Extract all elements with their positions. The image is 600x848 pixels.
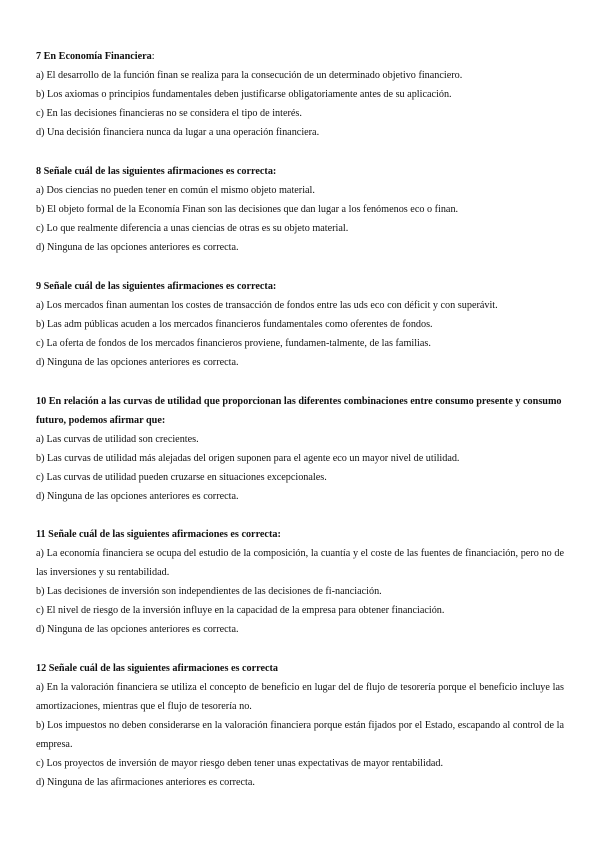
- option-d: d) Una decisión financiera nunca da lugar a una operación financiera.: [36, 127, 320, 138]
- option-b: b) Las adm públicas acuden a los mercados financieros fundamentales como oferentes de fondos.: [36, 319, 433, 330]
- option-d: d) Ninguna de las afirmaciones anteriores es correcta.: [36, 777, 255, 788]
- question-9: [36, 277, 564, 372]
- option-d: d) Ninguna de las opciones anteriores es correcta.: [36, 624, 239, 635]
- question-title: [36, 47, 564, 66]
- question-title-text: 7 En Economía Financiera: [36, 51, 152, 62]
- option-b: b) Las curvas de utilidad más alejadas del origen suponen para el agente eco un mayor nivel de utilidad.: [36, 453, 460, 464]
- option-b: b) Los axiomas o principios fundamentales deben justificarse obligatoriamente antes de su aplicación.: [36, 89, 452, 100]
- option-c: c) Lo que realmente diferencia a unas ciencias de otras es su objeto material.: [36, 223, 349, 234]
- question-title: 10 En relación a las curvas de utilidad que proporcionan las diferentes combinaciones entre consumo presente y consumo futuro, podemos afirmar que:: [36, 396, 562, 426]
- option-c: c) El nivel de riesgo de la inversión influye en la capacidad de la empresa para obtener financiación.: [36, 605, 445, 616]
- question-title: 12 Señale cuál de las siguientes afirmaciones es correcta: [36, 663, 279, 674]
- question-8: [36, 162, 564, 257]
- option-c: c) En las decisiones financieras no se considera el tipo de interés.: [36, 108, 302, 119]
- question-title: 11 Señale cuál de las siguientes afirmaciones es correcta:: [36, 529, 281, 540]
- question-7: [36, 47, 564, 142]
- question-12: [36, 659, 564, 792]
- option-d: d) Ninguna de las opciones anteriores es correcta.: [36, 357, 239, 368]
- option-b: b) Los impuestos no deben considerarse en la valoración financiera porque están fijados por el Estado, escapando al control de la empresa.: [36, 720, 564, 750]
- option-b: b) Las decisiones de inversión son independientes de las decisiones de fi-nanciación.: [36, 586, 382, 597]
- option-d: d) Ninguna de las opciones anteriores es correcta.: [36, 491, 239, 502]
- option-c: c) La oferta de fondos de los mercados financieros proviene, fundamen-talmente, de las familias.: [36, 338, 431, 349]
- option-a: a) Los mercados finan aumentan los costes de transacción de fondos entre las uds eco con déficit y con superávit.: [36, 300, 498, 311]
- question-title: 9 Señale cuál de las siguientes afirmaciones es correcta:: [36, 281, 277, 292]
- option-b: b) El objeto formal de la Economía Finan son las decisiones que dan lugar a los fenómenos eco o finan.: [36, 204, 459, 215]
- option-a: a) En la valoración financiera se utiliza el concepto de beneficio en lugar del de flujo de tesorería porque el beneficio incluye las amortizaciones, mientras que el flujo de tesorería no.: [36, 682, 564, 712]
- option-d: d) Ninguna de las opciones anteriores es correcta.: [36, 242, 239, 253]
- question-title: 8 Señale cuál de las siguientes afirmaciones es correcta:: [36, 166, 277, 177]
- option-c: c) Los proyectos de inversión de mayor riesgo deben tener unas expectativas de mayor rentabilidad.: [36, 758, 444, 769]
- question-10: [36, 392, 564, 506]
- option-a: a) Dos ciencias no pueden tener en común el mismo objeto material.: [36, 185, 315, 196]
- option-a: a) Las curvas de utilidad son crecientes.: [36, 434, 199, 445]
- option-c: c) Las curvas de utilidad pueden cruzarse en situaciones excepcionales.: [36, 472, 327, 483]
- question-title-suffix: :: [151, 51, 155, 62]
- option-a: a) El desarrollo de la función finan se realiza para la consecución de un determinado objetivo financiero.: [36, 70, 463, 81]
- option-a: a) La economía financiera se ocupa del estudio de la composición, la cuantía y el coste de las fuentes de financiación, pero no de las inversiones y su rentabilidad.: [36, 548, 564, 578]
- question-11: [36, 525, 564, 639]
